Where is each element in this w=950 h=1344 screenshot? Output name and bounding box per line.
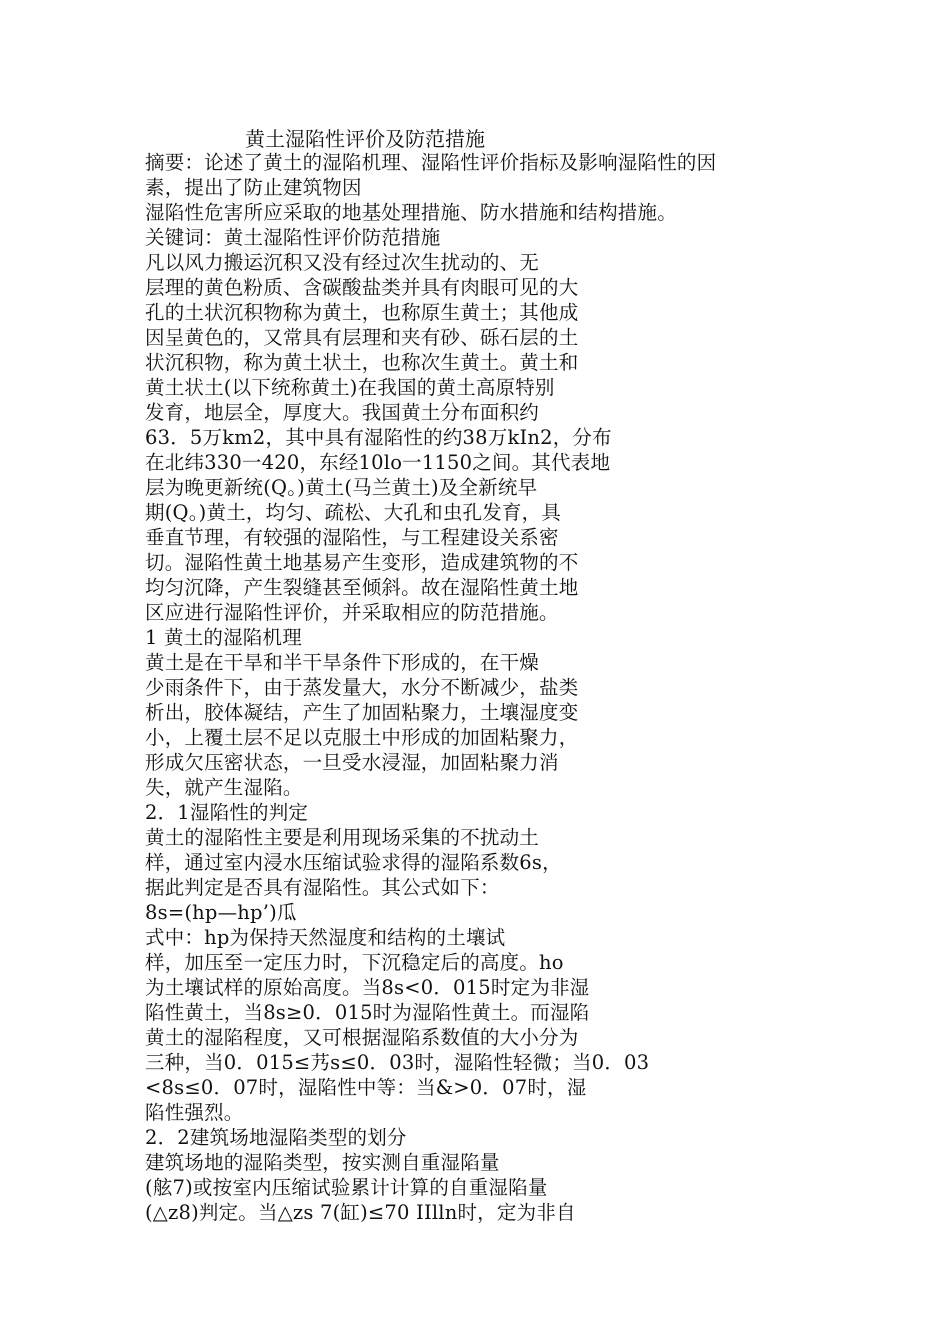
text-line: 陷性黄土，当8s≥0．015时为湿陷性黄土。而湿陷 bbox=[145, 1001, 590, 1024]
section-heading: 2．2建筑场地湿陷类型的划分 bbox=[145, 1126, 407, 1149]
text-line: 切。湿陷性黄土地基易产生变形，造成建筑物的不 bbox=[145, 551, 579, 574]
text-line: 垂直节理，有较强的湿陷性，与工程建设关系密 bbox=[145, 526, 559, 549]
text-line: 黄土状土(以下统称黄土)在我国的黄土高原特别 bbox=[145, 376, 555, 399]
text-line: 素，提出了防止建筑物因 bbox=[145, 176, 362, 199]
text-line: 湿陷性危害所应采取的地基处理措施、防水措施和结构措施。 bbox=[145, 201, 677, 224]
text-line: 少雨条件下，由于蒸发量大，水分不断减少，盐类 bbox=[145, 676, 579, 699]
text-line: 黄土是在干旱和半干旱条件下形成的，在干燥 bbox=[145, 651, 540, 674]
text-line: 据此判定是否具有湿陷性。其公式如下： bbox=[145, 876, 500, 899]
section-heading: 2．1湿陷性的判定 bbox=[145, 801, 309, 824]
text-line: 期(Q。)黄土，均匀、疏松、大孔和虫孔发育，具 bbox=[145, 501, 562, 524]
text-line: 黄土的湿陷程度，又可根据湿陷系数值的大小分为 bbox=[145, 1026, 579, 1049]
section-heading: 1 黄土的湿陷机理 bbox=[145, 626, 302, 649]
text-line: 凡以风力搬运沉积又没有经过次生扰动的、无 bbox=[145, 251, 540, 274]
text-line: 层理的黄色粉质、含碳酸盐类并具有肉眼可见的大 bbox=[145, 276, 579, 299]
text-line: (△z8)判定。当△zs 7(缸)≤70 IIlln时，定为非自 bbox=[145, 1201, 576, 1224]
document-title: 黄土湿陷性评价及防范措施 bbox=[245, 127, 485, 151]
text-line: 小，上覆土层不足以克服土中形成的加固粘聚力， bbox=[145, 726, 579, 749]
text-line: 样，加压至一定压力时，下沉稳定后的高度。ho bbox=[145, 951, 564, 974]
text-line: 为土壤试样的原始高度。当8s<0．015时定为非湿 bbox=[145, 976, 590, 999]
text-line: 摘要：论述了黄土的湿陷机理、湿陷性评价指标及影响湿陷性的因 bbox=[145, 151, 717, 174]
text-line: 孔的土状沉积物称为黄土，也称原生黄土；其他成 bbox=[145, 301, 579, 324]
text-line: 陷性强烈。 bbox=[145, 1101, 244, 1124]
text-line: 关键词：黄土湿陷性评价防范措施 bbox=[145, 226, 441, 249]
text-line: 析出，胶体凝结，产生了加固粘聚力，土壤湿度变 bbox=[145, 701, 579, 724]
text-line: 均匀沉降，产生裂缝甚至倾斜。故在湿陷性黄土地 bbox=[145, 576, 579, 599]
document-body bbox=[145, 150, 905, 1225]
text-line: 在北纬330一420，东经10lo一1150之间。其代表地 bbox=[145, 451, 611, 474]
text-line: <8s≤0．07时，湿陷性中等：当&>0．07时，湿 bbox=[145, 1076, 587, 1099]
text-line: 失，就产生湿陷。 bbox=[145, 776, 303, 799]
text-line: 黄土的湿陷性主要是利用现场采集的不扰动土 bbox=[145, 826, 540, 849]
text-line: 63．5万km2，其中具有湿陷性的约38万kIn2，分布 bbox=[145, 426, 612, 449]
text-line: 形成欠压密状态，一旦受水浸湿，加固粘聚力消 bbox=[145, 751, 559, 774]
text-line: 式中：hp为保持天然湿度和结构的土壤试 bbox=[145, 926, 506, 949]
text-line: 发育，地层全，厚度大。我国黄土分布面积约 bbox=[145, 401, 540, 424]
text-line: 因呈黄色的，又常具有层理和夹有砂、砾石层的土 bbox=[145, 326, 579, 349]
text-line: (舷7)或按室内压缩试验累计计算的自重湿陷量 bbox=[145, 1176, 548, 1199]
text-line: 三种，当0．015≤艿s≤0．03时，湿陷性轻微；当0．03 bbox=[145, 1051, 650, 1074]
text-line: 层为晚更新统(Q。)黄土(马兰黄土)及全新统早 bbox=[145, 476, 538, 499]
text-line: 样，通过室内浸水压缩试验求得的湿陷系数6s， bbox=[145, 851, 562, 874]
text-line: 区应进行湿陷性评价，并采取相应的防范措施。 bbox=[145, 601, 559, 624]
formula-line: 8s=(hp—hp’)瓜 bbox=[145, 901, 297, 924]
text-line: 状沉积物，称为黄土状土，也称次生黄土。黄土和 bbox=[145, 351, 579, 374]
text-line: 建筑场地的湿陷类型，按实测自重湿陷量 bbox=[145, 1151, 500, 1174]
